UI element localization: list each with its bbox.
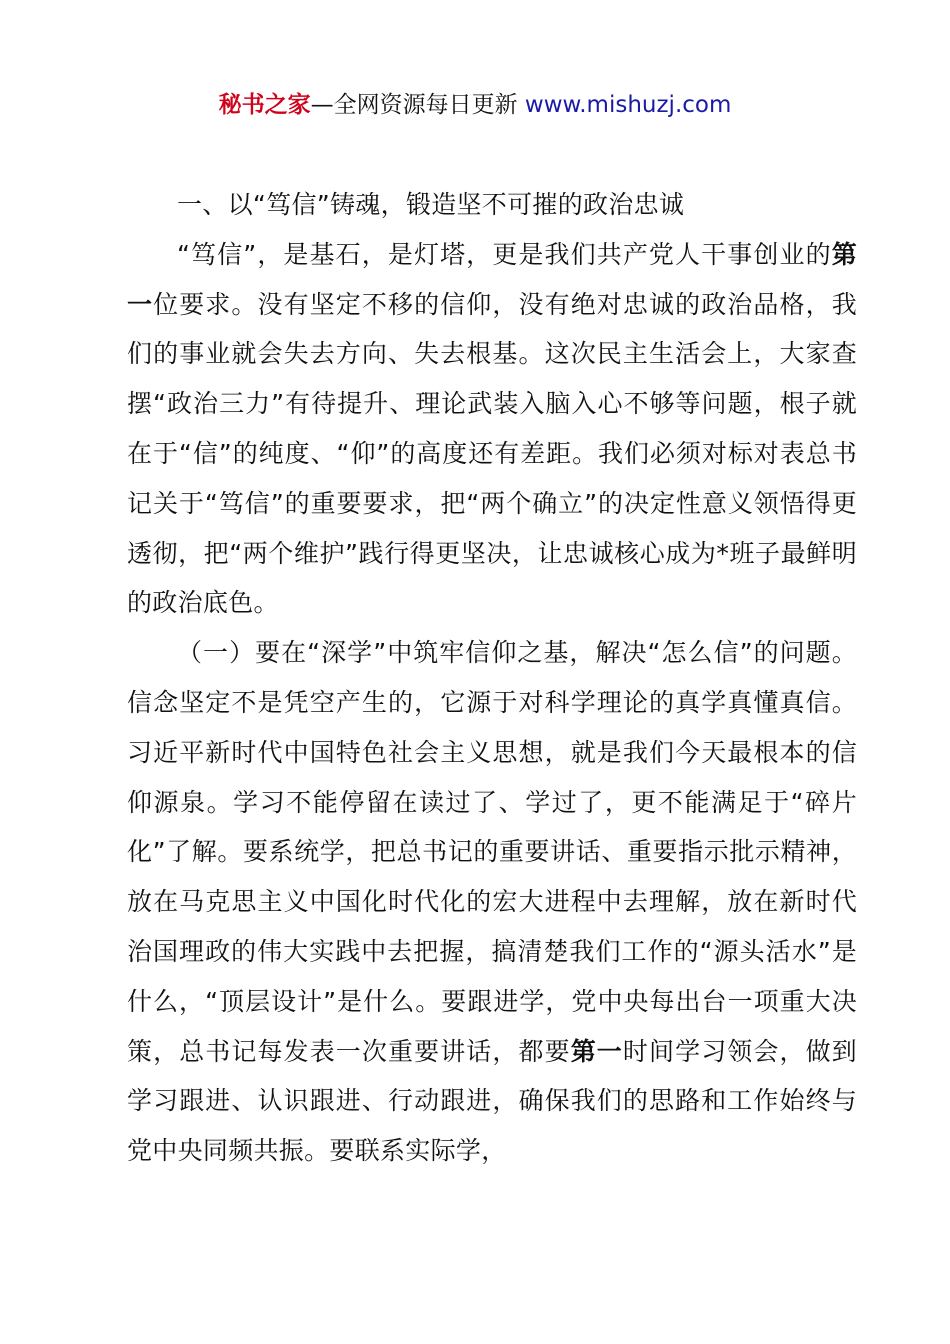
header-brand: 秘书之家 [218,92,311,118]
document-body [127,180,857,1176]
paragraph-2-text-a: （一）要在“深学”中筑牢信仰之基，解决“怎么信”的问题。信念坚定不是凭空产生的，它源于对科学理论的真学真懂真信。习近平新时代中国特色社会主义思想，就是我们今天最根本的信仰源泉。学习不能停留在读过了、学过了，更不能满足于“碎片化”了解。要系统学，把总书记的重要讲话、重要指示批示精神，放在马克思主义中国化时代化的宏大进程中去理解，放在新时代治国理政的伟大实践中去把握，搞清楚我们工作的“源头活水”是什么，“顶层设计”是什么。要跟进学，党中央每出台一项重大决策，总书记每发表一次重要讲话，都要 [127,638,857,1066]
paragraph-1-text-a: “笃信”，是基石，是灯塔，更是我们共产党人干事创业的 [177,239,832,269]
paragraph-2-bold: 第一 [570,1036,623,1066]
header-tagline: —全网资源每日更新 [310,92,525,118]
paragraph-1-text-b: 位要求。没有坚定不移的信仰，没有绝对忠诚的政治品格，我们的事业就会失去方向、失去根基。这次民主生活会上，大家查摆“政治三力”有待提升、理论武装入脑入心不够等问题，根子就在于“信”的纯度、“仰”的高度还有差距。我们必须对标对表总书记关于“笃信”的重要要求，把“两个确立”的决定性意义领悟得更透彻，把“两个维护”践行得更坚决，让忠诚核心成为*班子最鲜明的政治底色。 [127,289,857,618]
paragraph-1 [127,230,857,628]
page-header [0,88,950,122]
section-heading: 一、以“笃信”铸魂，锻造坚不可摧的政治忠诚 [177,190,685,219]
paragraph-2-text-b: 时间学习领会，做到学习跟进、认识跟进、行动跟进，确保我们的思路和工作始终与党中央同频共振。要联系实际学， [127,1036,857,1166]
paragraph-1-bold: 第一 [127,239,857,319]
header-url[interactable]: www.mishuzj.com [524,92,732,118]
paragraph-2 [127,628,857,1176]
